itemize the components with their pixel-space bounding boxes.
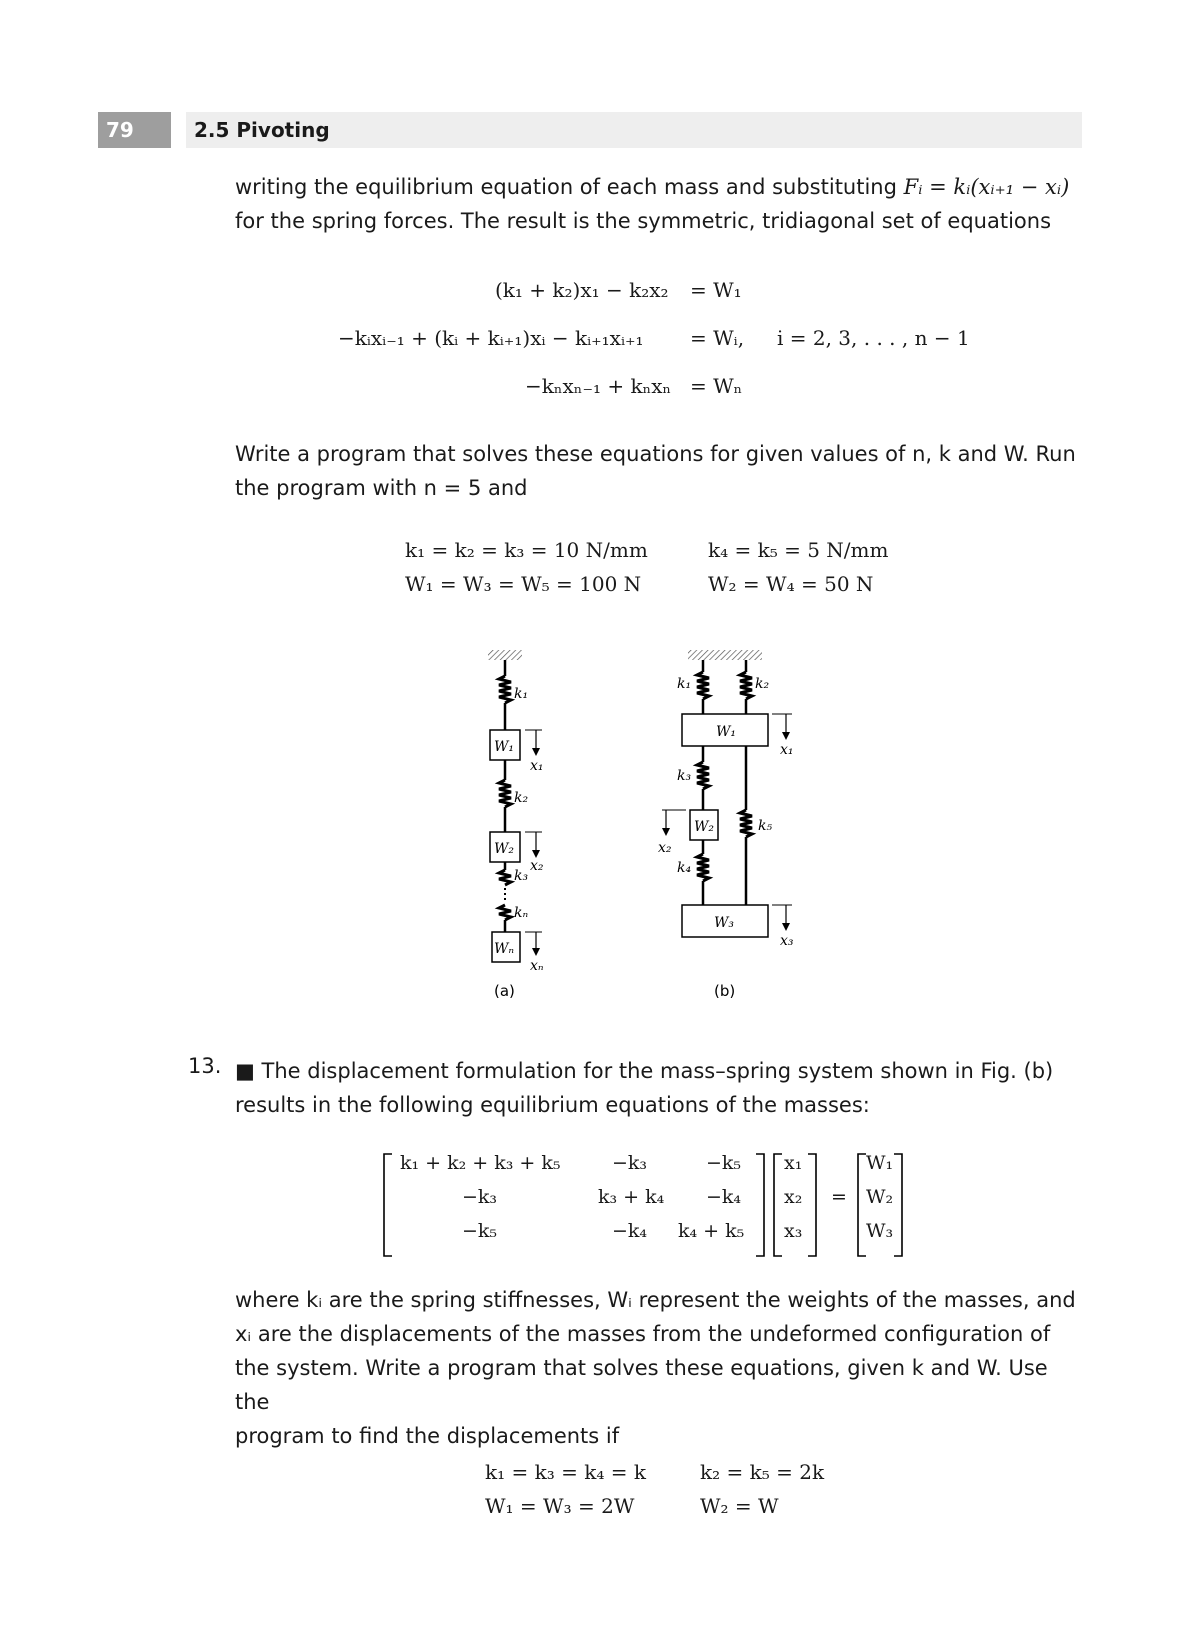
matrix-r1c1: k₁ + k₂ + k₃ + k₅ bbox=[400, 1152, 561, 1174]
values-k134: k₁ = k₃ = k₄ = k bbox=[485, 1460, 646, 1484]
label-k2-b: k₂ bbox=[755, 676, 770, 692]
task-line-2: the program with n = 5 and bbox=[235, 476, 528, 500]
label-w2-b: W₂ bbox=[694, 819, 715, 835]
figure-svg bbox=[470, 650, 850, 1020]
values-k123: k₁ = k₂ = k₃ = 10 N/mm bbox=[405, 538, 648, 562]
arrow-x3-b bbox=[782, 923, 790, 931]
explanation-line-1: where kᵢ are the spring stiffnesses, Wᵢ represent the weights of the masses, and bbox=[235, 1288, 1076, 1312]
explanation-line-4: program to find the displacements if bbox=[235, 1424, 620, 1448]
label-k5-b: k₅ bbox=[758, 818, 773, 834]
arrow-x2-b bbox=[662, 828, 670, 836]
equation-1-lhs: (k₁ + k₂)x₁ − k₂x₂ bbox=[495, 278, 669, 302]
equation-2-lhs: −kᵢxᵢ₋₁ + (kᵢ + kᵢ₊₁)xᵢ − kᵢ₊₁xᵢ₊₁ bbox=[338, 326, 644, 350]
label-w1-a: W₁ bbox=[494, 739, 515, 755]
w-bracket-left bbox=[858, 1154, 866, 1256]
values-w24: W₂ = W₄ = 50 N bbox=[708, 572, 874, 596]
label-x2-a: x₂ bbox=[530, 858, 544, 874]
spring-k3-a bbox=[499, 870, 511, 885]
intro-text-a: writing the equilibrium equation of each mass and substituting bbox=[235, 175, 904, 199]
values-w2: W₂ = W bbox=[700, 1494, 779, 1518]
intro-text-b: for the spring forces. The result is the symmetric, tridiagonal set of equations bbox=[235, 209, 1052, 233]
arrow-xn-a bbox=[532, 948, 540, 956]
equation-3-rhs: = Wₙ bbox=[690, 374, 743, 398]
label-x1-b: x₁ bbox=[780, 742, 794, 758]
x-bracket-right bbox=[808, 1154, 816, 1256]
vector-w1: W₁ bbox=[866, 1152, 894, 1174]
matrix-r3c3: k₄ + k₅ bbox=[678, 1220, 745, 1242]
equation-2-range: i = 2, 3, . . . , n − 1 bbox=[777, 326, 970, 350]
problem-13-line-1: The displacement formulation for the mass–spring system shown in Fig. (b) bbox=[261, 1059, 1054, 1083]
label-w1-b: W₁ bbox=[716, 724, 737, 740]
arrow-x1-a bbox=[532, 748, 540, 756]
w-bracket-right bbox=[894, 1154, 902, 1256]
matrix-r3c1: −k₅ bbox=[462, 1220, 498, 1242]
explanation-paragraph bbox=[235, 1283, 1085, 1453]
vector-x1: x₁ bbox=[784, 1152, 803, 1174]
arrow-x2-a bbox=[532, 850, 540, 858]
arrow-x1-b bbox=[782, 732, 790, 740]
spring-force-formula: Fᵢ = kᵢ(xᵢ₊₁ − xᵢ) bbox=[903, 175, 1070, 199]
explanation-line-3: the system. Write a program that solves these equations, given k and W. Use the bbox=[235, 1356, 1048, 1414]
matrix-r2c3: −k₄ bbox=[706, 1186, 742, 1208]
task-paragraph bbox=[235, 437, 1085, 505]
problem-number: 13. bbox=[188, 1054, 222, 1078]
values-k25: k₂ = k₅ = 2k bbox=[700, 1460, 825, 1484]
coef-bracket-left bbox=[384, 1154, 392, 1256]
values-w135: W₁ = W₃ = W₅ = 100 N bbox=[405, 572, 642, 596]
label-xn-a: xₙ bbox=[530, 958, 544, 974]
problem-13-paragraph bbox=[235, 1054, 1085, 1122]
matrix-r3c2: −k₄ bbox=[612, 1220, 648, 1242]
values-w13: W₁ = W₃ = 2W bbox=[485, 1494, 635, 1518]
matrix-r2c1: −k₃ bbox=[462, 1186, 498, 1208]
matrix-r2c2: k₃ + k₄ bbox=[598, 1186, 665, 1208]
spring-k2-a bbox=[499, 780, 511, 807]
coef-bracket-right bbox=[756, 1154, 764, 1256]
mass-spring-figure bbox=[470, 650, 850, 1020]
spring-k5-b bbox=[740, 810, 752, 837]
vector-w2: W₂ bbox=[866, 1186, 894, 1208]
page-number: 79 bbox=[98, 112, 171, 148]
matrix-equals: = bbox=[831, 1186, 847, 1208]
label-k1-b: k₁ bbox=[677, 676, 692, 692]
spring-k1-a bbox=[499, 676, 511, 703]
label-k3-b: k₃ bbox=[677, 768, 692, 784]
equation-2-rhs: = Wᵢ, bbox=[690, 326, 745, 350]
spring-k2-b bbox=[740, 672, 752, 699]
values-k45: k₄ = k₅ = 5 N/mm bbox=[708, 538, 889, 562]
label-x3-b: x₃ bbox=[780, 933, 794, 949]
caption-b: (b) bbox=[714, 982, 736, 1000]
label-x2-b: x₂ bbox=[658, 840, 672, 856]
label-x1-a: x₁ bbox=[530, 758, 544, 774]
intro-paragraph bbox=[235, 170, 1085, 238]
figure-a bbox=[488, 650, 544, 1000]
matrix-r1c3: −k₅ bbox=[706, 1152, 742, 1174]
spring-k4-b bbox=[697, 854, 709, 881]
x-bracket-left bbox=[774, 1154, 782, 1256]
ceiling-b bbox=[688, 650, 762, 660]
label-w3-b: W₃ bbox=[714, 915, 735, 931]
spring-kn-a bbox=[499, 905, 511, 920]
label-k1-a: k₁ bbox=[514, 686, 529, 702]
task-line-1: Write a program that solves these equations for given values of n, k and W. Run bbox=[235, 442, 1076, 466]
section-title: 2.5 Pivoting bbox=[186, 112, 1082, 148]
spring-k1-b bbox=[697, 672, 709, 699]
matrix-equation bbox=[380, 1150, 940, 1260]
ceiling-a bbox=[488, 650, 522, 660]
vector-x2: x₂ bbox=[784, 1186, 803, 1208]
equation-3-lhs: −kₙxₙ₋₁ + kₙxₙ bbox=[525, 374, 672, 398]
label-k2-a: k₂ bbox=[514, 790, 529, 806]
problem-13-line-2: results in the following equilibrium equations of the masses: bbox=[235, 1093, 870, 1117]
label-w2-a: W₂ bbox=[494, 841, 515, 857]
equation-1-rhs: = W₁ bbox=[690, 278, 742, 302]
label-wn-a: Wₙ bbox=[494, 941, 515, 957]
label-kn-a: kₙ bbox=[514, 905, 529, 921]
caption-a: (a) bbox=[494, 982, 515, 1000]
label-k4-b: k₄ bbox=[677, 860, 692, 876]
vector-w3: W₃ bbox=[866, 1220, 894, 1242]
matrix-r1c2: −k₃ bbox=[612, 1152, 648, 1174]
figure-b bbox=[658, 650, 794, 1000]
vector-x3: x₃ bbox=[784, 1220, 803, 1242]
spring-k3-b bbox=[697, 762, 709, 789]
explanation-line-2: xᵢ are the displacements of the masses from the undeformed configuration of bbox=[235, 1322, 1051, 1346]
problem-marker: ■ bbox=[235, 1059, 255, 1083]
label-k3-a: k₃ bbox=[514, 868, 529, 884]
